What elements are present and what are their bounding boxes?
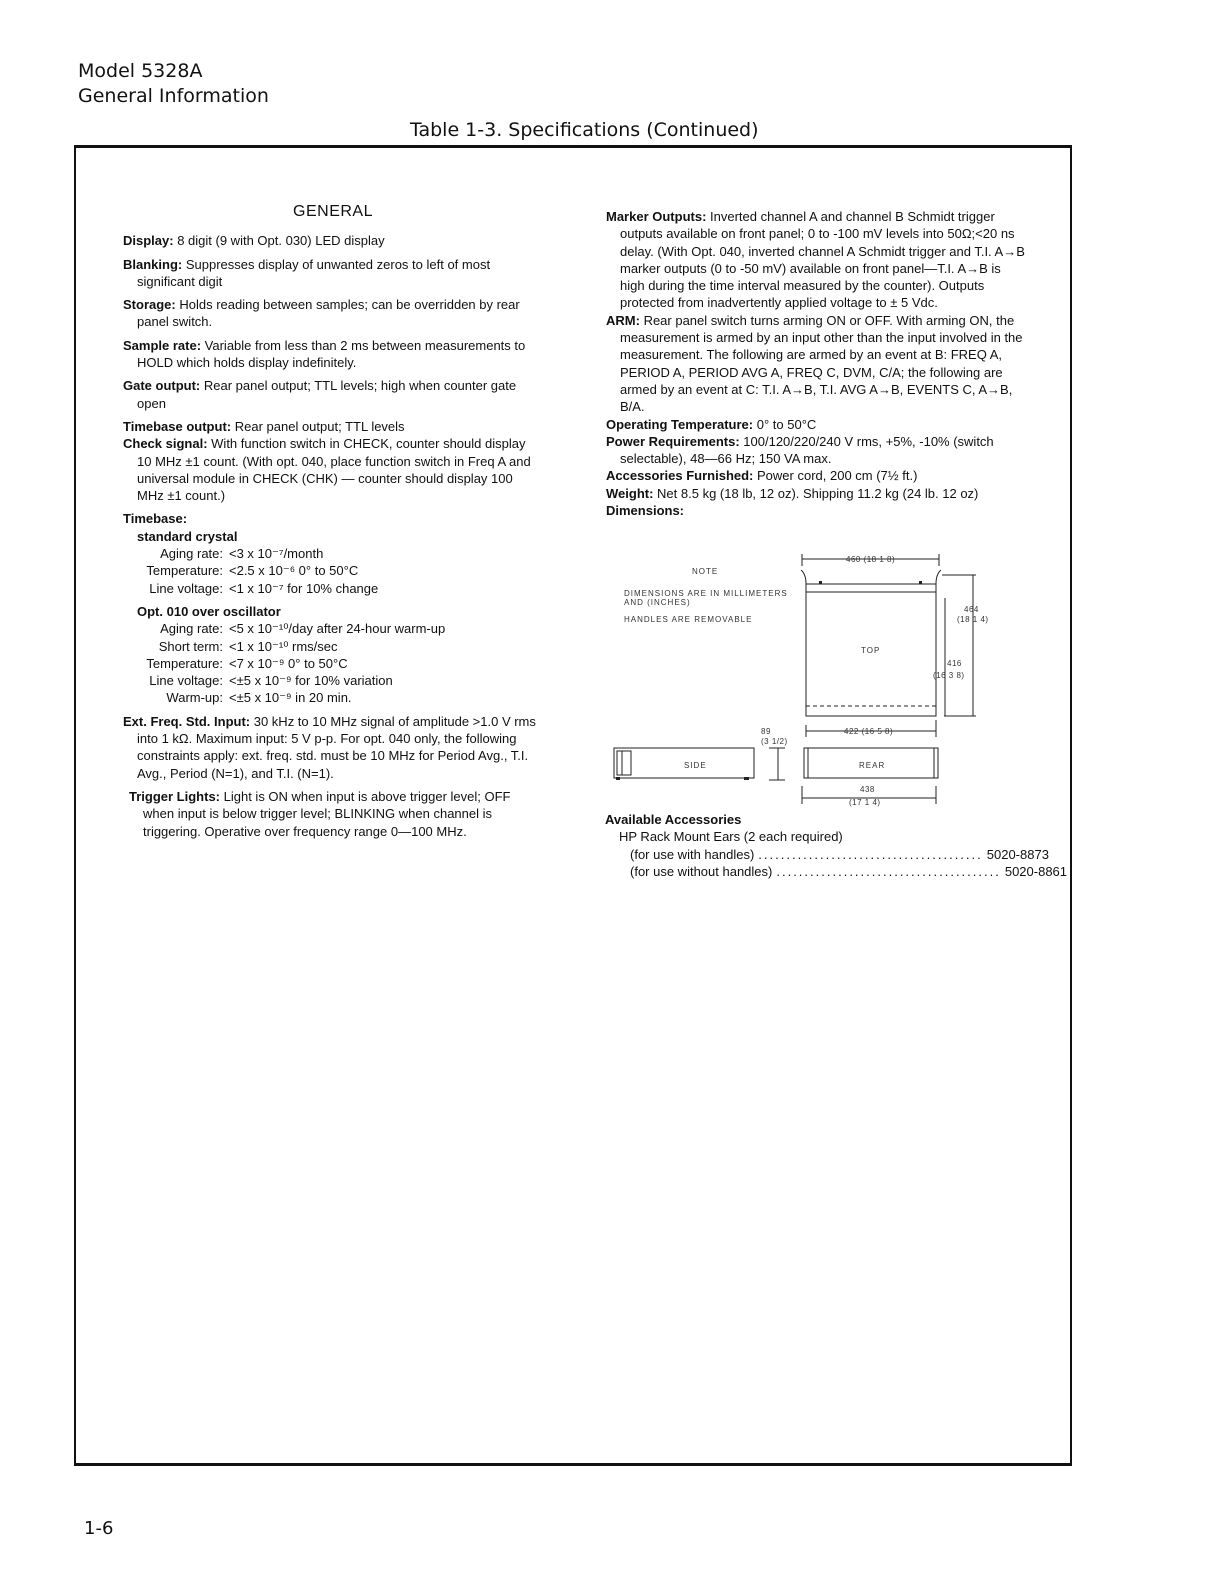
spec-storage xyxy=(123,296,543,331)
timebase-block xyxy=(123,510,543,706)
row-label: Temperature: xyxy=(146,563,223,579)
spec-value: Light is ON when input is above trigger level; OFF when input is below trigger level; BLINKING when channel is triggering. Operative over frequency range 0—100 MHz. xyxy=(143,788,511,839)
left-column xyxy=(123,203,543,846)
leader-dots: ........................................ xyxy=(758,846,983,862)
spec-value: With function switch in CHECK, counter should display 10 MHz ±1 count. (With opt. 040, place function switch in Freq A and universal module in CHECK (CHK) — counter should display 100 MHz ±1 count.) xyxy=(137,436,531,504)
spec-key: Blanking: xyxy=(123,256,183,272)
spec-accessories-furnished xyxy=(606,467,1026,484)
spec-key: Check signal: xyxy=(123,436,208,452)
spec-key: Weight: xyxy=(606,485,654,501)
note-line-3: HANDLES ARE REMOVABLE xyxy=(624,615,753,624)
accessory-part-number: 5020-8861 xyxy=(1004,863,1068,879)
header-model: Model 5328A xyxy=(78,60,203,82)
handle-left-curve xyxy=(801,570,806,584)
top-label: TOP xyxy=(861,646,881,655)
dimensions-title: Dimensions: xyxy=(606,503,685,519)
spec-key: Ext. Freq. Std. Input: xyxy=(123,713,251,729)
spec-key: Power Requirements: xyxy=(606,433,740,449)
spec-key: Storage: xyxy=(123,297,176,313)
spec-value: 30 kHz to 10 MHz signal of amplitude >1.0 V rms into 1 kΩ. Maximum input: 5 V p-p. For opt. 040 only, the following constraints apply: ext. freq. std. must be 10 MHz for Period Avg., T.I. Avg., Period (N=1), and T.I. (N=1). xyxy=(137,713,536,781)
std-temperature-row xyxy=(123,562,543,579)
dim-89-label: 89 xyxy=(761,727,771,736)
page-number: 1-6 xyxy=(84,1518,114,1539)
spec-arm xyxy=(606,312,1026,416)
dim-460-label: 460 (18 1 8) xyxy=(846,555,896,564)
accessory-description: (for use without handles) xyxy=(630,863,773,879)
spec-value: 0° to 50°C xyxy=(756,416,817,432)
spec-key: Accessories Furnished: xyxy=(606,468,754,484)
spec-key: Gate output: xyxy=(123,378,201,394)
opt-temperature-row xyxy=(123,655,543,672)
row-label: Aging rate: xyxy=(160,621,223,637)
row-value: <1 x 10⁻¹⁰ rms/sec xyxy=(229,638,338,654)
timebase-title: Timebase: xyxy=(123,511,188,527)
spec-weight xyxy=(606,485,1026,502)
standard-crystal-title: standard crystal xyxy=(137,528,238,544)
dim-422-label: 422 (16 5 8) xyxy=(844,727,894,736)
spec-value: 8 digit (9 with Opt. 030) LED display xyxy=(177,233,385,249)
opt-warm-up-row xyxy=(123,689,543,706)
side-view-foot-rear xyxy=(744,777,749,780)
row-label: Warm-up: xyxy=(166,690,223,706)
side-view-handle xyxy=(617,751,631,775)
row-label: Line voltage: xyxy=(149,673,223,689)
spec-key: Marker Outputs: xyxy=(606,209,707,224)
dimensions-diagram xyxy=(604,548,1024,813)
dim-438-label: 438 xyxy=(860,785,875,794)
right-column xyxy=(606,208,1026,519)
rear-label: REAR xyxy=(859,761,886,770)
top-view-foot-left xyxy=(819,581,822,584)
dim-464-label: 464 xyxy=(964,605,979,614)
row-label: Line voltage: xyxy=(149,580,223,596)
opt-aging-row xyxy=(123,620,543,637)
dim-416-label: 416 xyxy=(947,659,962,668)
row-value: <7 x 10⁻⁹ 0° to 50°C xyxy=(229,655,348,671)
spec-gate-output xyxy=(123,377,543,412)
dim-89-inches: (3 1/2) xyxy=(761,737,788,746)
header-section: General Information xyxy=(78,85,269,107)
spec-value: Variable from less than 2 ms between measurements to HOLD which holds display indefinitely. xyxy=(137,337,526,371)
row-label: Short term: xyxy=(158,638,223,654)
spec-key: Operating Temperature: xyxy=(606,416,754,432)
spec-key: Display: xyxy=(123,233,174,249)
spec-value: Suppresses display of unwanted zeros to left of most significant digit xyxy=(137,256,491,289)
table-title: Table 1-3. Specifications (Continued) xyxy=(410,119,759,141)
row-label: Temperature: xyxy=(146,655,223,671)
spec-value: Power cord, 200 cm (7½ ft.) xyxy=(757,468,918,484)
spec-value: Net 8.5 kg (18 lb, 12 oz). Shipping 11.2 kg (24 lb. 12 oz) xyxy=(657,485,979,501)
available-accessories xyxy=(605,811,1068,880)
spec-key: Timebase output: xyxy=(123,418,232,434)
dim-464-inches: (18 1 4) xyxy=(957,615,989,624)
note-line-1: DIMENSIONS ARE IN MILLIMETERS xyxy=(624,589,788,598)
side-view-foot-front xyxy=(616,777,620,780)
spec-trigger-lights xyxy=(129,788,543,840)
dim-416-inches: (16 3 8) xyxy=(933,671,965,680)
std-line-voltage-row xyxy=(123,580,543,597)
accessory-row xyxy=(630,863,1068,880)
row-value: <±5 x 10⁻⁹ in 20 min. xyxy=(229,690,352,706)
general-heading: GENERAL xyxy=(293,203,373,220)
spec-key: Trigger Lights: xyxy=(129,788,220,804)
row-value: <±5 x 10⁻⁹ for 10% variation xyxy=(229,673,393,689)
spec-value: Rear panel output; TTL levels xyxy=(234,418,405,434)
handle-right-curve xyxy=(936,570,941,584)
side-label: SIDE xyxy=(684,761,707,770)
std-aging-row xyxy=(123,545,543,562)
leader-dots: ........................................ xyxy=(776,863,1001,879)
spec-value: Inverted channel A and channel B Schmidt trigger outputs available on front panel; 0 to -100 mV levels into 50Ω;<20 ns delay. (With Opt. 040, inverted channel A Schmidt trigger and T.I. A→B marker outputs (0 to -50 mV) available on front panel—T.I. A→B is high during the time interval measured by the counter). Outputs protected from inadvertently applied voltage to ± 5 Vdc. xyxy=(620,209,1025,311)
accessory-part-number: 5020-8873 xyxy=(986,846,1049,862)
spec-value: Rear panel switch turns arming ON or OFF. With arming ON, the measurement is armed by an input other than the input involved in the measurement. The following are armed by an event at B: FREQ A, PERIOD A, PERIOD AVG A, FREQ C, DVM, C/A; the following are armed by an event at C: T.I. A→B, T.I. AVG A→B, EVENTS C, A→B, B/A. xyxy=(620,312,1023,415)
opt-line-voltage-row xyxy=(123,672,543,689)
spec-check-signal xyxy=(123,435,543,504)
opt-010-title: Opt. 010 over oscillator xyxy=(137,603,281,619)
spec-value: Holds reading between samples; can be overridden by rear panel switch. xyxy=(137,297,520,330)
spec-marker-outputs xyxy=(606,208,1026,312)
row-value: <2.5 x 10⁻⁶ 0° to 50°C xyxy=(229,563,359,579)
spec-value: Rear panel output; TTL levels; high when counter gate open xyxy=(137,378,517,411)
spec-ext-freq-input xyxy=(123,713,543,782)
spec-value: 100/120/220/240 V rms, +5%, -10% (switch selectable), 48—66 Hz; 150 VA max. xyxy=(620,433,994,467)
note-label: NOTE xyxy=(692,567,719,576)
spec-key: Sample rate: xyxy=(123,337,202,353)
spec-power-requirements xyxy=(606,433,1026,468)
row-value: <1 x 10⁻⁷ for 10% change xyxy=(229,580,379,596)
row-value: <3 x 10⁻⁷/month xyxy=(229,546,324,562)
spec-key: ARM: xyxy=(606,312,640,328)
rack-mount-ears: HP Rack Mount Ears (2 each required) xyxy=(619,829,843,845)
spec-sample-rate xyxy=(123,337,543,372)
dim-438-inches: (17 1 4) xyxy=(849,798,881,807)
available-accessories-title: Available Accessories xyxy=(605,812,742,827)
spec-display xyxy=(123,232,543,249)
top-view-foot-right xyxy=(919,581,922,584)
note-line-2: AND (INCHES) xyxy=(624,598,691,607)
accessory-row xyxy=(630,846,1049,863)
row-value: <5 x 10⁻¹⁰/day after 24-hour warm-up xyxy=(229,621,446,637)
row-label: Aging rate: xyxy=(160,546,223,562)
accessory-description: (for use with handles) xyxy=(630,846,755,862)
spec-blanking xyxy=(123,256,543,291)
spec-timebase-output xyxy=(123,418,543,435)
opt-short-term-row xyxy=(123,638,543,655)
spec-operating-temperature xyxy=(606,416,1026,433)
